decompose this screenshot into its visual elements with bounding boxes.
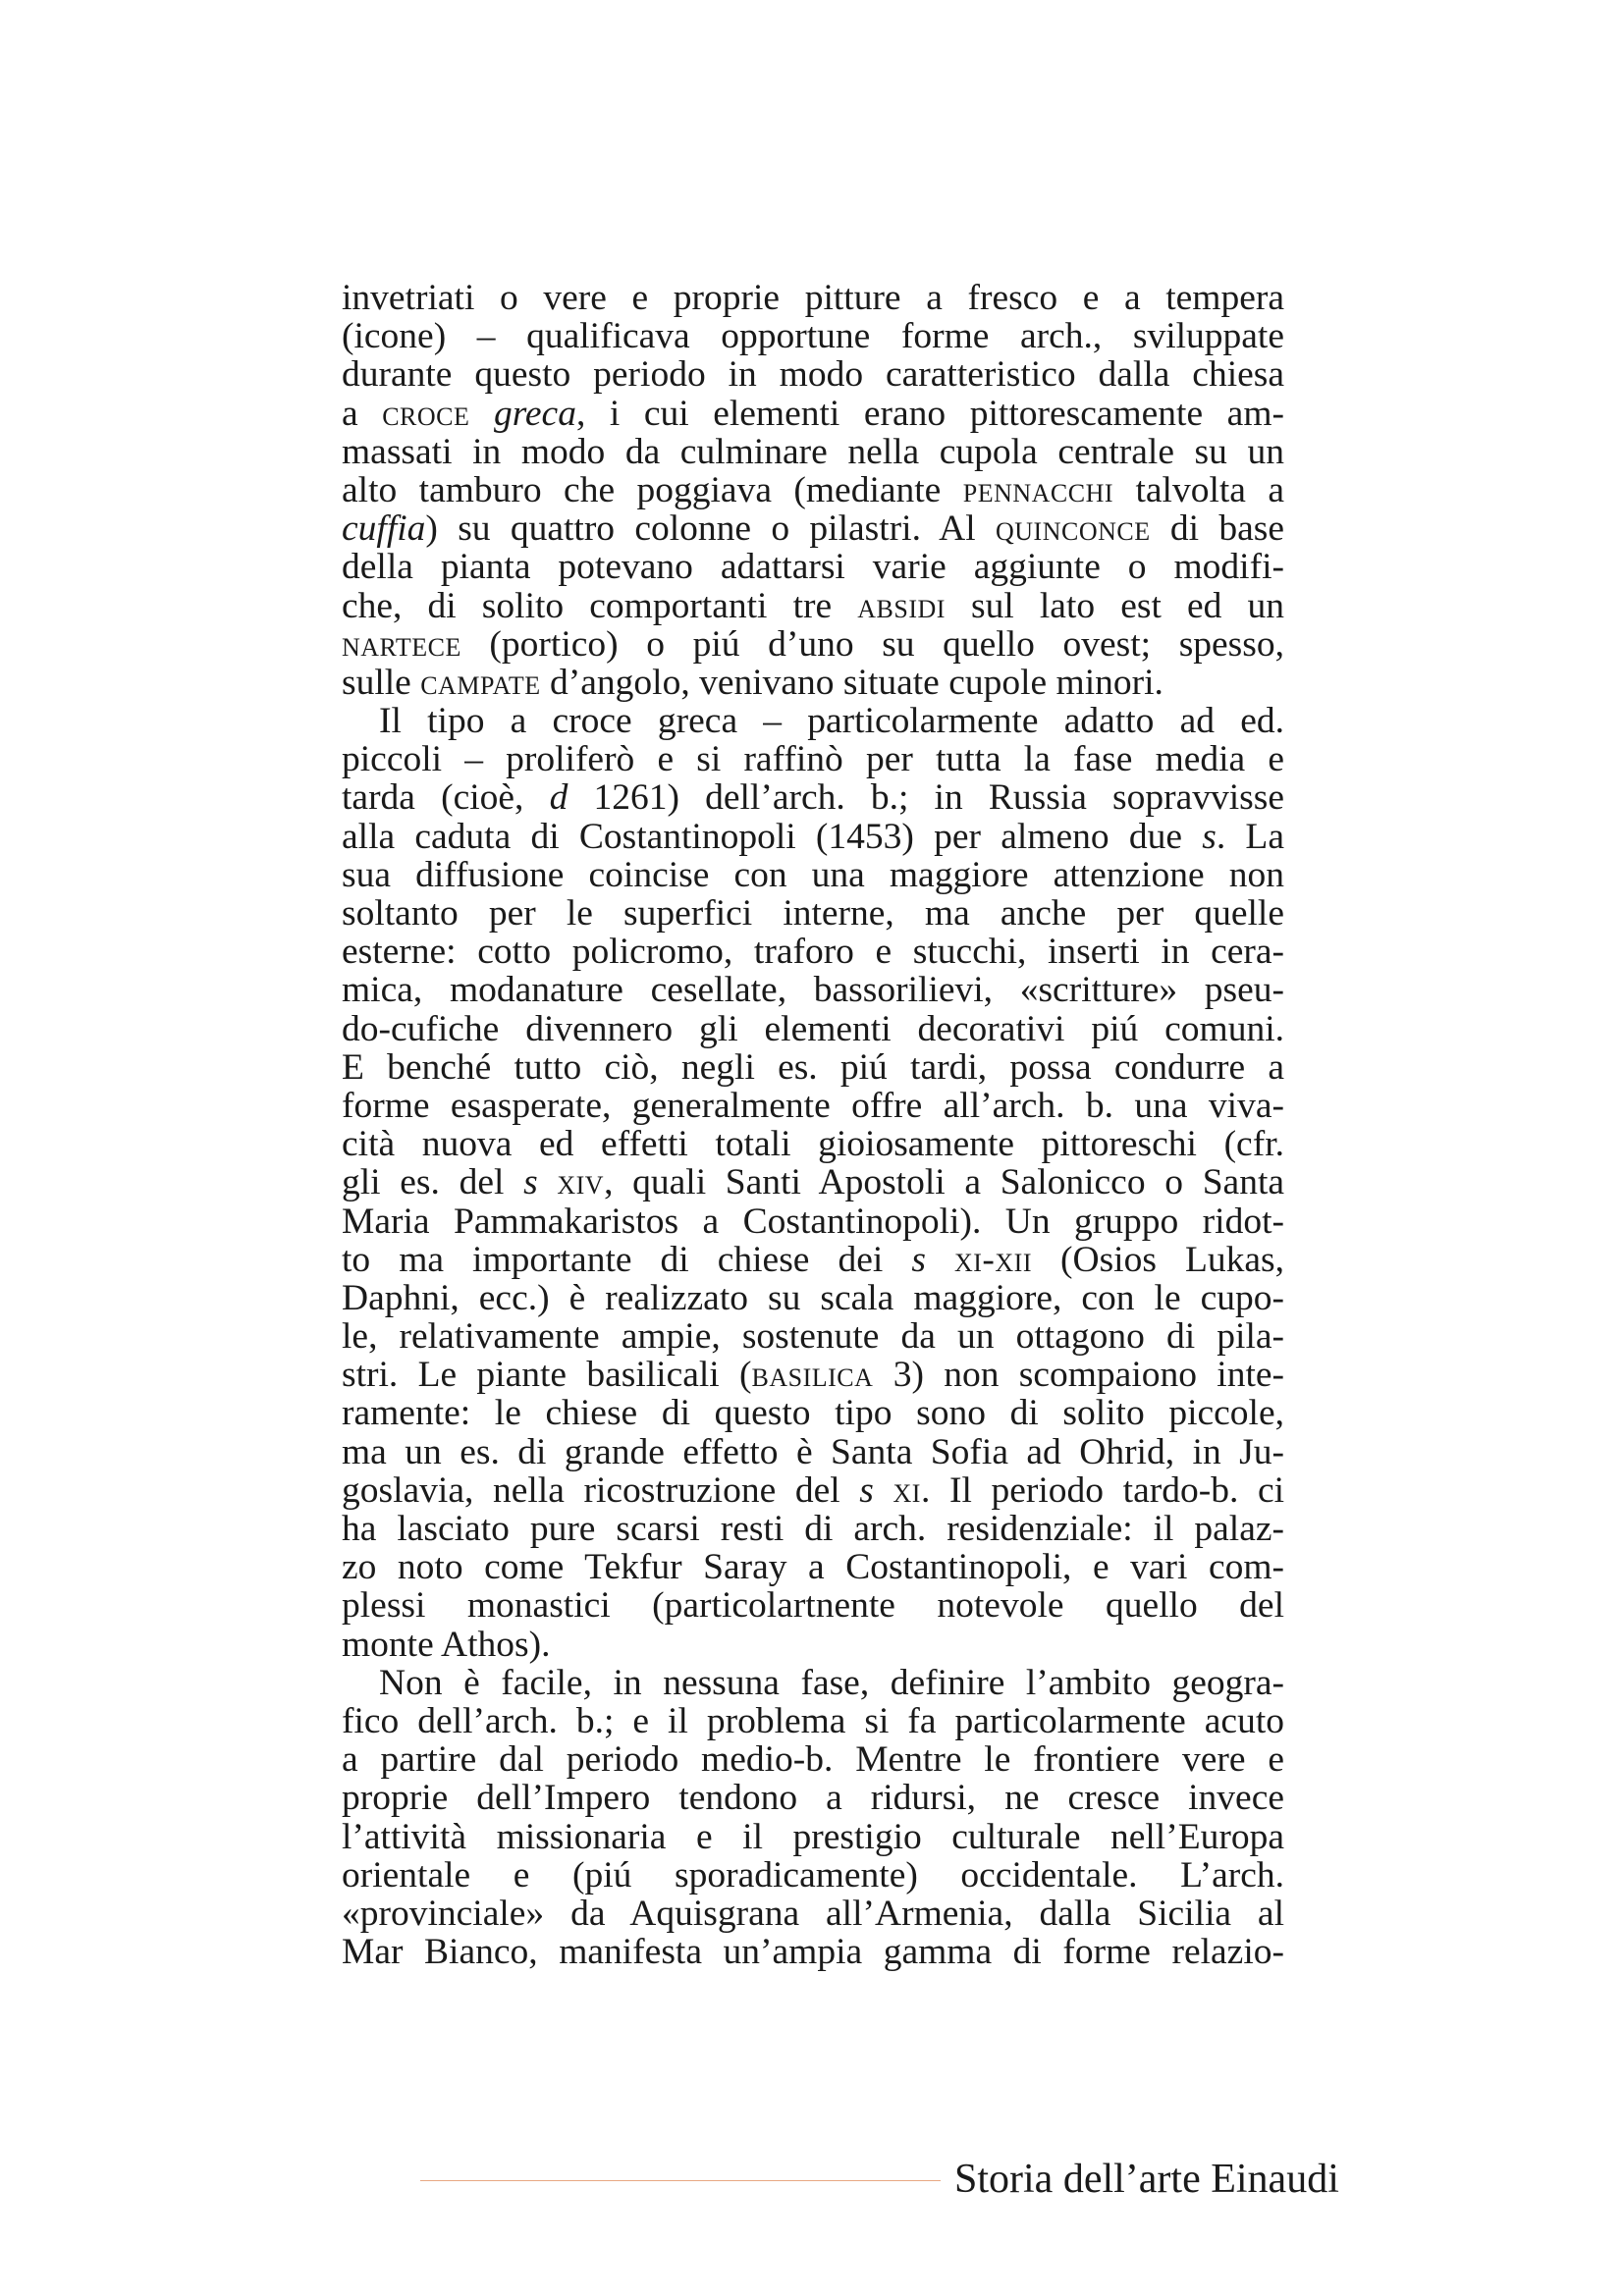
text-line	[342, 1779, 1284, 1817]
text-line	[342, 1202, 1284, 1241]
text-line	[342, 1317, 1284, 1356]
text-line	[342, 1818, 1284, 1856]
text-run: E benché tutto ciò, negli es. piú tardi, possa condurre a	[342, 1046, 1284, 1088]
text-run: . Il periodo tardo-b. ci	[920, 1469, 1285, 1511]
text-run: d’angolo, venivano situate cupole minori.	[540, 662, 1163, 703]
text-run: sul lato est ed un	[945, 585, 1284, 626]
text-run: . La	[1216, 816, 1284, 857]
text-line	[342, 1740, 1284, 1779]
text-run: forme esasperate, generalmente offre all’arch. b. una viva-	[342, 1085, 1284, 1126]
text-line	[342, 625, 1284, 664]
cross-reference: xi-xii	[953, 1239, 1032, 1280]
text-line	[342, 433, 1284, 471]
text-run: a	[342, 393, 383, 434]
cross-reference: campate	[420, 662, 541, 703]
text-run: durante questo periodo in modo caratteristico dalla chiesa	[342, 354, 1284, 396]
cross-reference: basilica	[751, 1355, 874, 1396]
text-run: proprie dell’Impero tendono a ridursi, ne cresce invece	[342, 1778, 1284, 1819]
text-run: (Osios Lukas,	[1031, 1239, 1284, 1280]
text-run: della pianta potevano adattarsi varie aggiunte o modifi-	[342, 547, 1284, 588]
text-run: soltanto per le superfici interne, ma anche per quelle	[342, 893, 1284, 934]
text-line	[342, 1510, 1284, 1548]
text-run: orientale e (piú sporadicamente) occidentale. L’arch.	[342, 1854, 1284, 1896]
text-run: , quali Santi Apostoli a Salonicco o Santa	[604, 1162, 1285, 1203]
text-run: sulle	[342, 662, 421, 703]
text-run: stri. Le piante basilicali (	[342, 1355, 752, 1396]
text-run	[538, 1162, 558, 1202]
text-line	[342, 778, 1284, 817]
text-run: ramente: le chiese di questo tipo sono di solito piccole,	[342, 1393, 1284, 1434]
text-run: Il tipo a croce greca – particolarmente adatto ad ed.	[379, 701, 1284, 742]
text-line	[342, 587, 1284, 625]
text-run: zo noto come Tekfur Saray a Costantinopoli, e vari com-	[342, 1547, 1284, 1588]
text-run: goslavia, nella ricostruzione del	[342, 1469, 860, 1511]
text-line	[342, 1933, 1284, 1971]
text-run: Mar Bianco, manifesta un’ampia gamma di forme relazio-	[342, 1932, 1284, 1973]
text-line	[342, 740, 1284, 778]
body-text	[342, 279, 1284, 1971]
text-line	[342, 1394, 1284, 1432]
text-line	[342, 1626, 1284, 1664]
footer-title: Storia dell’arte Einaudi	[954, 2157, 1339, 2202]
text-line	[342, 1356, 1284, 1394]
text-line	[342, 933, 1284, 971]
text-line	[342, 548, 1284, 586]
text-run: ma un es. di grande effetto è Santa Sofia ad Ohrid, in Ju-	[342, 1431, 1284, 1472]
text-run: alla caduta di Costantinopoli (1453) per almeno due	[342, 816, 1203, 857]
text-line	[342, 1241, 1284, 1279]
text-run: talvolta a	[1113, 469, 1285, 510]
text-run: monte Athos).	[342, 1624, 551, 1665]
text-run: Maria Pammakaristos a Costantinopoli). Un gruppo ridot-	[342, 1201, 1284, 1242]
text-line	[342, 317, 1284, 355]
text-run: che, di solito comportanti tre	[342, 585, 858, 626]
text-line	[342, 664, 1284, 702]
text-line	[342, 818, 1284, 856]
text-line	[342, 1586, 1284, 1625]
text-run: invetriati o vere e proprie pitture a fresco e a tempera	[342, 278, 1284, 318]
text-line	[342, 471, 1284, 509]
italic-text: s	[859, 1469, 874, 1511]
text-run: do-cufiche divennero gli elementi decorativi piú comuni.	[342, 1008, 1284, 1049]
text-run: a partire dal periodo medio-b. Mentre le frontiere vere e	[342, 1739, 1284, 1781]
text-run: cità nuova ed effetti totali gioiosamente pittoreschi (cfr.	[342, 1124, 1284, 1165]
text-line	[342, 1664, 1284, 1702]
text-run: 1261) dell’arch. b.; in Russia sopravvisse	[568, 777, 1285, 819]
text-run: le, relativamente ampie, sostenute da un ottagono di pila-	[342, 1316, 1284, 1358]
text-line	[342, 1279, 1284, 1317]
italic-text: cuffia	[342, 508, 426, 550]
text-line	[342, 1163, 1284, 1201]
text-line	[342, 856, 1284, 894]
cross-reference: quinconce	[995, 508, 1151, 550]
cross-reference: absidi	[857, 585, 946, 626]
text-run	[926, 1240, 954, 1280]
text-line	[342, 395, 1284, 433]
italic-text: d	[549, 777, 568, 819]
text-line	[342, 1702, 1284, 1740]
text-line	[342, 279, 1284, 317]
text-line	[342, 1125, 1284, 1163]
text-line	[342, 1856, 1284, 1895]
cross-reference: nartece	[342, 623, 461, 665]
text-run: (icone) – qualificava opportune forme arch., sviluppate	[342, 316, 1284, 357]
text-run: piccoli – proliferò e si raffinò per tutta la fase media e	[342, 739, 1284, 780]
italic-text: s	[911, 1239, 926, 1280]
text-run: l’attività missionaria e il prestigio culturale nell’Europa	[342, 1816, 1284, 1857]
cross-reference: xiv	[557, 1162, 605, 1203]
cross-reference: xi	[893, 1469, 921, 1511]
text-run: alto tamburo che poggiava (mediante	[342, 469, 963, 510]
text-run: gli es. del	[342, 1162, 524, 1203]
italic-text: s	[1202, 816, 1217, 857]
cross-reference: pennacchi	[962, 469, 1114, 510]
text-run: Non è facile, in nessuna fase, definire l’ambito geogra-	[379, 1662, 1284, 1703]
text-run: di base	[1150, 508, 1284, 550]
text-run: esterne: cotto policromo, traforo e stucchi, inserti in cera-	[342, 932, 1284, 973]
text-run	[874, 1470, 893, 1511]
text-line	[342, 894, 1284, 933]
text-run: Daphni, ecc.) è realizzato su scala maggiore, con le cupo-	[342, 1277, 1284, 1318]
text-run: ha lasciato pure scarsi resti di arch. residenziale: il palaz-	[342, 1509, 1284, 1549]
text-line	[342, 355, 1284, 394]
text-line	[342, 1087, 1284, 1125]
text-line	[342, 1895, 1284, 1933]
footer-rule	[420, 2180, 941, 2181]
italic-text: s	[523, 1162, 538, 1203]
text-run: 3) non scompaiono inte-	[873, 1355, 1284, 1396]
text-line	[342, 702, 1284, 740]
text-line	[342, 1471, 1284, 1510]
text-run: tarda (cioè,	[342, 777, 550, 819]
text-run: fico dell’arch. b.; e il problema si fa particolarmente acuto	[342, 1700, 1284, 1741]
text-run: massati in modo da culminare nella cupola centrale su un	[342, 431, 1284, 472]
text-line	[342, 1048, 1284, 1087]
text-run: ) su quattro colonne o pilastri. Al	[425, 508, 996, 550]
text-run: «provinciale» da Aquisgrana all’Armenia, dalla Sicilia al	[342, 1893, 1284, 1934]
text-run: , i cui elementi erano pittorescamente am-	[575, 393, 1284, 434]
text-run	[469, 394, 494, 434]
text-line	[342, 971, 1284, 1009]
text-line	[342, 1010, 1284, 1048]
italic-text: greca	[493, 393, 576, 434]
text-run: plessi monastici (particolartnente notevole quello del	[342, 1585, 1284, 1627]
text-line	[342, 1548, 1284, 1586]
cross-reference: croce	[382, 393, 470, 434]
text-run: to ma importante di chiese dei	[342, 1239, 912, 1280]
text-run: (portico) o piú d’uno su quello ovest; spesso,	[460, 623, 1284, 665]
text-run: mica, modanature cesellate, bassorilievi, «scritture» pseu-	[342, 970, 1284, 1011]
text-line	[342, 509, 1284, 548]
text-run: sua diffusione coincise con una maggiore attenzione non	[342, 854, 1284, 895]
text-line	[342, 1433, 1284, 1471]
